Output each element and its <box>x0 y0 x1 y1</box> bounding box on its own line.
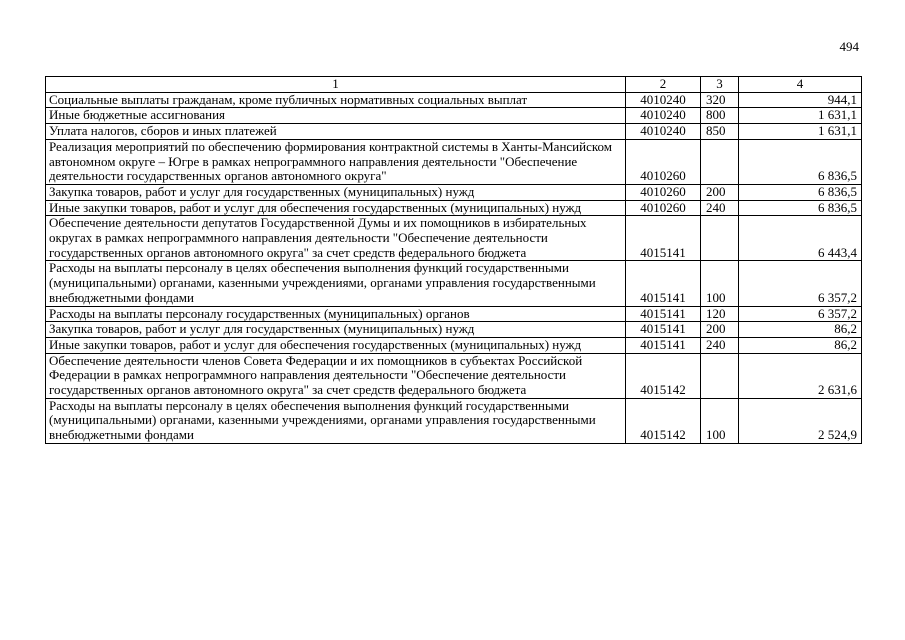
row-amount-cell: 6 357,2 <box>739 261 862 306</box>
row-amount-cell: 6 836,5 <box>739 200 862 216</box>
row-amount-cell: 2 524,9 <box>739 398 862 443</box>
row-amount-cell: 6 836,5 <box>739 139 862 184</box>
row-name-cell: Расходы на выплаты персоналу в целях обеспечения выполнения функций государственными (муниципальными) органами, казенными учреждениями, органами управления государственными внебюджетными фондами <box>46 398 626 443</box>
row-amount-cell: 6 443,4 <box>739 216 862 261</box>
row-amount-cell: 2 631,6 <box>739 353 862 398</box>
row-name-cell: Уплата налогов, сборов и иных платежей <box>46 124 626 140</box>
row-type-cell <box>701 353 739 398</box>
row-type-cell <box>701 216 739 261</box>
table-row <box>46 200 862 216</box>
row-code-cell: 4010240 <box>626 124 701 140</box>
table-row <box>46 398 862 443</box>
table-header-row <box>46 77 862 93</box>
table-row <box>46 216 862 261</box>
row-type-cell: 200 <box>701 322 739 338</box>
row-code-cell: 4010260 <box>626 184 701 200</box>
row-type-cell: 100 <box>701 261 739 306</box>
row-code-cell: 4010260 <box>626 200 701 216</box>
header-cell-2: 2 <box>626 77 701 93</box>
row-type-cell <box>701 139 739 184</box>
row-name-cell: Обеспечение деятельности членов Совета Федерации и их помощников в субъектах Российской Федерации в рамках непрограммного направления деятельности "Обеспечение деятельности государственных органов автономного округа" за счет средств федерального бюджета <box>46 353 626 398</box>
row-amount-cell: 86,2 <box>739 337 862 353</box>
row-code-cell: 4015142 <box>626 353 701 398</box>
row-name-cell: Обеспечение деятельности депутатов Государственной Думы и их помощников в избирательных округах в рамках непрограммного направления деятельности "Обеспечение деятельности государственных органов автономного округа" за счет средств федерального бюджета <box>46 216 626 261</box>
row-name-cell: Реализация мероприятий по обеспечению формирования контрактной системы в Ханты-Мансийском автономном округе – Югре в рамках непрограммного направления деятельности "Обеспечение деятельности государственных органов автономного округа" <box>46 139 626 184</box>
row-type-cell: 200 <box>701 184 739 200</box>
row-amount-cell: 944,1 <box>739 92 862 108</box>
row-type-cell: 240 <box>701 337 739 353</box>
header-cell-1: 1 <box>46 77 626 93</box>
row-name-cell: Закупка товаров, работ и услуг для государственных (муниципальных) нужд <box>46 322 626 338</box>
row-amount-cell: 6 836,5 <box>739 184 862 200</box>
row-name-cell: Расходы на выплаты персоналу государственных (муниципальных) органов <box>46 306 626 322</box>
table-row <box>46 124 862 140</box>
row-name-cell: Расходы на выплаты персоналу в целях обеспечения выполнения функций государственными (муниципальными) органами, казенными учреждениями, органами управления государственными внебюджетными фондами <box>46 261 626 306</box>
row-amount-cell: 86,2 <box>739 322 862 338</box>
row-name-cell: Иные закупки товаров, работ и услуг для обеспечения государственных (муниципальных) нужд <box>46 200 626 216</box>
table-row <box>46 139 862 184</box>
table-row <box>46 337 862 353</box>
row-code-cell: 4010260 <box>626 139 701 184</box>
row-code-cell: 4015141 <box>626 261 701 306</box>
row-type-cell: 100 <box>701 398 739 443</box>
row-type-cell: 850 <box>701 124 739 140</box>
row-amount-cell: 6 357,2 <box>739 306 862 322</box>
row-name-cell: Иные закупки товаров, работ и услуг для обеспечения государственных (муниципальных) нужд <box>46 337 626 353</box>
budget-table-body <box>46 77 862 444</box>
row-type-cell: 320 <box>701 92 739 108</box>
row-name-cell: Социальные выплаты гражданам, кроме публичных нормативных социальных выплат <box>46 92 626 108</box>
table-row <box>46 108 862 124</box>
row-type-cell: 800 <box>701 108 739 124</box>
row-code-cell: 4010240 <box>626 92 701 108</box>
row-name-cell: Иные бюджетные ассигнования <box>46 108 626 124</box>
table-row <box>46 261 862 306</box>
table-row <box>46 306 862 322</box>
row-amount-cell: 1 631,1 <box>739 108 862 124</box>
row-code-cell: 4015141 <box>626 337 701 353</box>
header-cell-3: 3 <box>701 77 739 93</box>
row-code-cell: 4010240 <box>626 108 701 124</box>
table-row <box>46 184 862 200</box>
table-row <box>46 322 862 338</box>
row-amount-cell: 1 631,1 <box>739 124 862 140</box>
table-row <box>46 92 862 108</box>
row-code-cell: 4015142 <box>626 398 701 443</box>
row-type-cell: 240 <box>701 200 739 216</box>
row-type-cell: 120 <box>701 306 739 322</box>
row-code-cell: 4015141 <box>626 322 701 338</box>
row-name-cell: Закупка товаров, работ и услуг для государственных (муниципальных) нужд <box>46 184 626 200</box>
row-code-cell: 4015141 <box>626 306 701 322</box>
header-cell-4: 4 <box>739 77 862 93</box>
budget-table <box>45 76 862 444</box>
table-row <box>46 353 862 398</box>
row-code-cell: 4015141 <box>626 216 701 261</box>
page-number: 494 <box>839 39 859 54</box>
